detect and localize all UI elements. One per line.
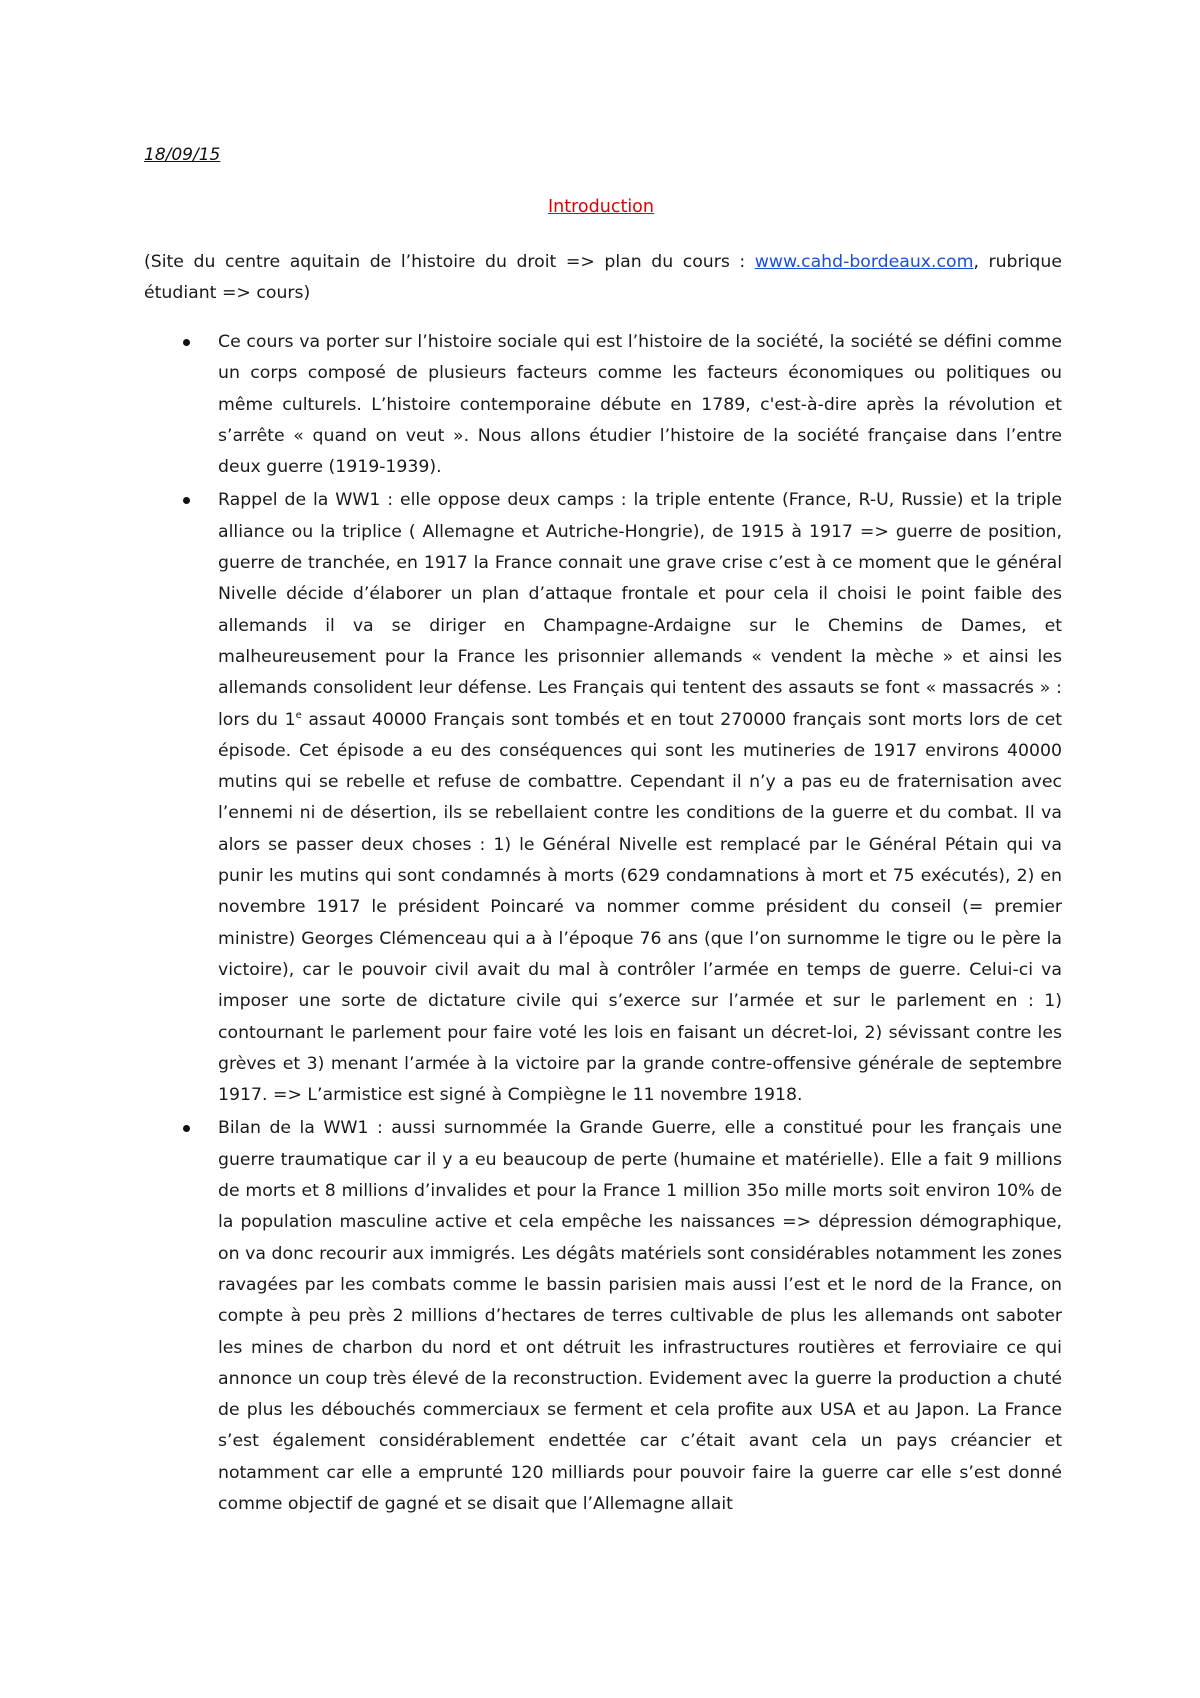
bullet-text: Bilan de la WW1 : aussi surnommée la Grande Guerre, elle a constitué pour les français une guerre traumatique car il y a eu beaucoup de perte (humaine et matérielle). Elle a fait 9 millions de morts et 8 millions d’invalides et pour la France 1 million 35o mille morts soit environ 10% de la population masculine active et cela empêche les naissances => dépression démographique, on va donc recourir aux immigrés. Les dégâts matériels sont considérables notamment les zones ravagées par les combats comme le bassin parisien mais aussi l’est et le nord de la France, on compte à peu près 2 millions d’hectares de terres cultivable de plus les allemands ont saboter les mines de charbon du nord et ont détruit les infrastructures routières et ferroviaire ce qui annonce un coup très élevé de la reconstruction. Evidement avec la guerre la production a chuté de plus les débouchés commerciaux se ferment et cela profite aux USA et au Japon. La France s’est également considérablement endettée car c’était avant cela un pays créancier et notamment car elle a emprunté 120 milliards pour pouvoir faire la guerre car elle s’est donné comme objectif de gagné et se disait que l’Allemagne allait	[218, 1118, 1062, 1514]
bullet-text-part1: Rappel de la WW1 : elle oppose deux camps : la triple entente (France, R-U, Russie) et la triple alliance ou la triplice ( Allemagne et Autriche-Hongrie), de 1915 à 1917 => guerre de position, guerre de tranchée, en 1917 la France connait une grave crise c’est à ce moment que le général Nivelle décide d’élaborer un plan d’attaque frontale et pour cela il choisi le point faible des allemands il va se diriger en Champagne-Ardaigne sur le Chemins de Dames, et malheureusement pour la France les prisonnier allemands « vendent la mèche » et ainsi les allemands consolident leur défense. Les Français qui tentent des assauts se font « massacrés » : lors du 1	[218, 490, 1062, 730]
bullet-item-social-history	[144, 327, 1062, 483]
website-link[interactable]: www.cahd-bordeaux.com	[754, 252, 974, 272]
intro-paragraph	[144, 247, 1062, 309]
intro-text-before: (Site du centre aquitain de l’histoire du droit => plan du cours :	[144, 252, 755, 272]
document-date: 18/09/15	[144, 145, 221, 165]
bullet-list	[144, 327, 1062, 1522]
bullet-icon	[183, 1125, 190, 1132]
bullet-text: Ce cours va porter sur l’histoire sociale qui est l’histoire de la société, la société se défini comme un corps composé de plusieurs facteurs comme les facteurs économiques ou politiques ou même culturels. L’histoire contemporaine débute en 1789, c'est-à-dire après la révolution et s’arrête « quand on veut ». Nous allons étudier l’histoire de la société française dans l’entre deux guerre (1919-1939).	[218, 332, 1062, 478]
bullet-icon	[183, 497, 190, 504]
document-title: Introduction	[548, 197, 654, 217]
bullet-text-part2: assaut 40000 Français sont tombés et en tout 270000 français sont morts lors de cet épisode. Cet épisode a eu des conséquences qui sont les mutineries de 1917 environs 40000 mutins qui se rebelle et refuse de combattre. Cependant il n’y a pas eu de fraternisation avec l’ennemi ni de désertion, ils se rebellaient contre les conditions de la guerre et du combat. Il va alors se passer deux choses : 1) le Général Nivelle est remplacé par le Général Pétain qui va punir les mutins qui sont condamnés à morts (629 condamnations à mort et 75 exécutés), 2) en novembre 1917 le président Poincaré va nommer comme président du conseil (= premier ministre) Georges Clémenceau qui a à l’époque 76 ans (que l’on surnomme le tigre ou le père la victoire), car le pouvoir civil avait du mal à contrôler l’armée en temps de guerre. Celui-ci va imposer une sorte de dictature civile qui s’exerce sur l’armée et sur le parlement en : 1) contournant le parlement pour faire voté les lois en faisant un décret-loi, 2) sévissant contre les grèves et 3) menant l’armée à la victoire par la grande contre-offensive générale de septembre 1917. => L’armistice est signé à Compiègne le 11 novembre 1918.	[218, 709, 1062, 1106]
bullet-icon	[183, 339, 190, 346]
bullet-item-ww1-assessment	[144, 1113, 1062, 1520]
bullet-item-ww1-recap	[144, 485, 1062, 1111]
intro-text-after: , rubrique étudiant => cours)	[144, 252, 1062, 303]
superscript-ordinal: e	[295, 709, 302, 721]
